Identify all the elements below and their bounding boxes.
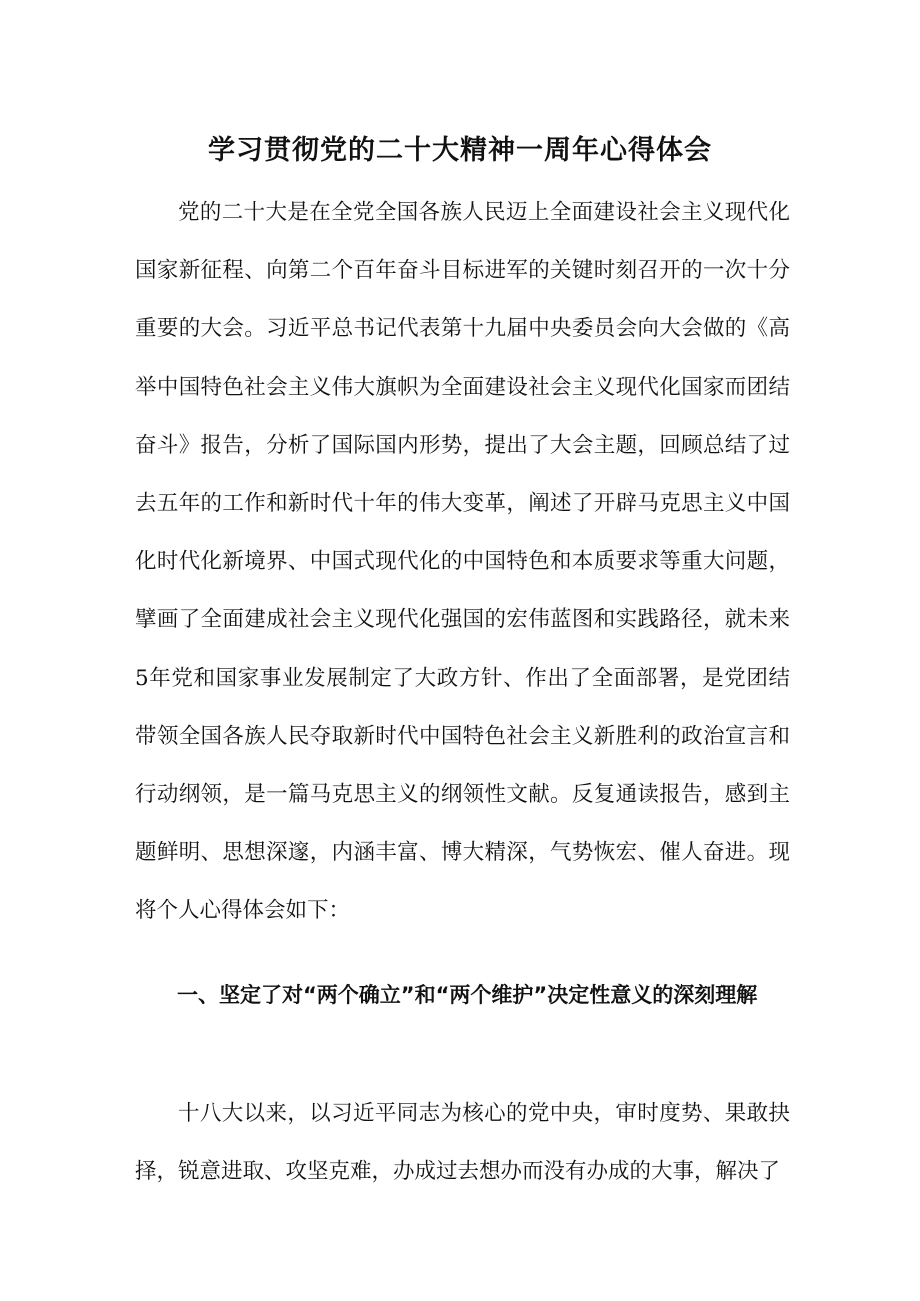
- paragraph-intro: 党的二十大是在全党全国各族人民迈上全面建设社会主义现代化国家新征程、向第二个百年奋斗目标进军的关键时刻召开的一次十分重要的大会。习近平总书记代表第十九届中央委员会向大会做的《高举中国特色社会主义伟大旗帜为全面建设社会主义现代化国家而团结奋斗》报告，分析了国际国内形势，提出了大会主题，回顾总结了过去五年的工作和新时代十年的伟大变革，阐述了开辟马克思主义中国化时代化新境界、中国式现代化的中国特色和本质要求等重大问题，擘画了全面建成社会主义现代化强国的宏伟蓝图和实践路径，就未来5年党和国家事业发展制定了大政方针、作出了全面部署，是党团结带领全国各族人民夺取新时代中国特色社会主义新胜利的政治宣言和行动纲领，是一篇马克思主义的纲领性文献。反复通读报告，感到主题鲜明、思想深邃，内涵丰富、博大精深，气势恢宏、催人奋进。现将个人心得体会如下：: [135, 200, 790, 924]
- section-heading-1: 一、坚定了对“两个确立”和“两个维护”决定性意义的深刻理解: [177, 983, 758, 1007]
- paragraph-section-1: 十八大以来，以习近平同志为核心的党中央，审时度势、果敢抉择，锐意进取、攻坚克难，办成过去想办而没有办成的大事，解决了: [135, 1101, 790, 1185]
- document-title: 学习贯彻党的二十大精神一周年心得体会: [208, 135, 712, 166]
